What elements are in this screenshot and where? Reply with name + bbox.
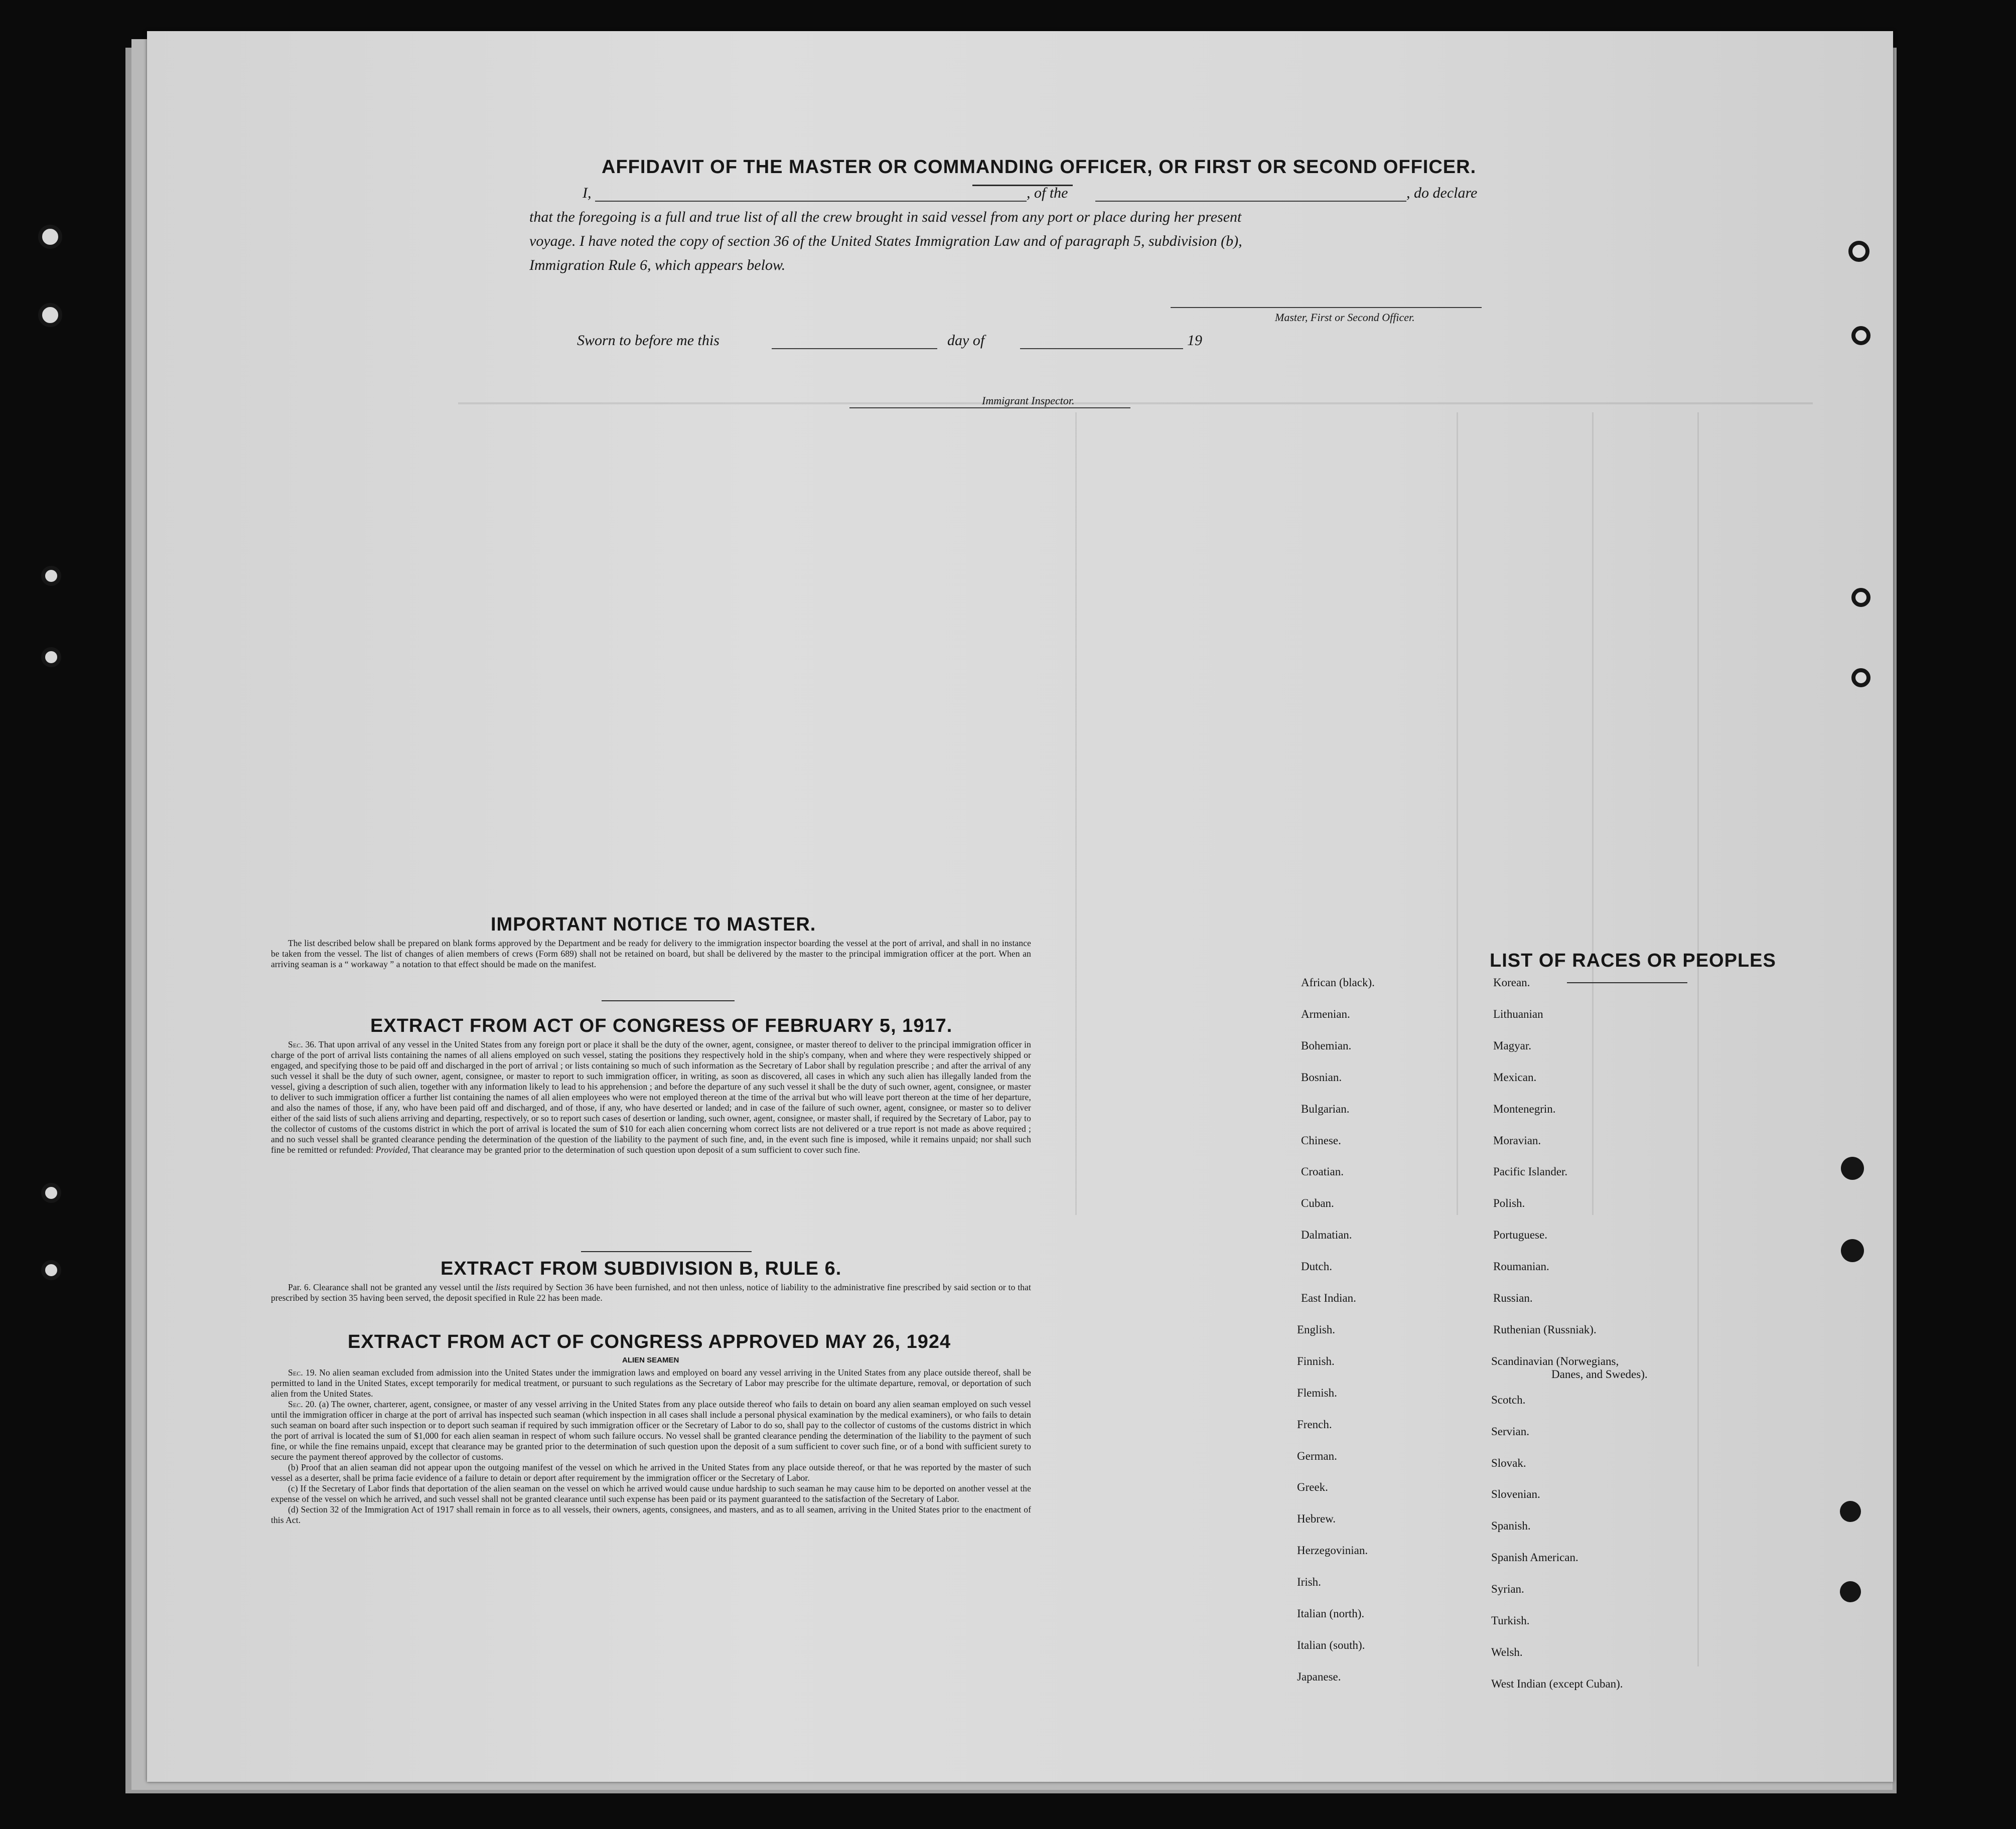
race-item: Servian. xyxy=(1491,1425,1530,1438)
notice-title: IMPORTANT NOTICE TO MASTER. xyxy=(491,914,816,935)
race-item: Montenegrin. xyxy=(1493,1102,1556,1115)
form-sheet xyxy=(147,31,1893,1782)
race-item: Scandinavian (Norwegians, xyxy=(1491,1354,1619,1367)
par-6-text-a: Clearance shall not be granted any vessel until the xyxy=(313,1282,494,1292)
sec-20a-body: (a) The owner, charterer, agent, consignee, or master of any vessel arriving in the United States from any place outside thereof who fails to detain on board any alien seaman employed on such vessel until the immigration officer in charge at the port of arrival has inspected such seaman (which inspection in all cases shall include a personal physical examination by the medical examiners), or who fails to detain such seaman on board after such inspection or to deport such seaman if required by such immigration officer or the Secretary of Labor to do so, shall pay to the collector of customs of the customs district in which the port of arrival is located the sum of $1,000 for each alien seaman in respect of whom such failure occurs. No vessel shall be granted clearance pending the determination of the liability to the payment of such fine, or while the fine remains unpaid, except that clearance may be granted prior to the determination of such question upon the deposit of a sum sufficient to cover such fine, or of a bond with sufficient surety to secure the payment thereof approved by the collector of customs. xyxy=(271,1399,1031,1462)
race-item: Finnish. xyxy=(1297,1354,1335,1367)
sworn-month-blank xyxy=(1020,348,1183,349)
extract-1924-title: EXTRACT FROM ACT OF CONGRESS APPROVED MAY 26, 1924 xyxy=(348,1331,951,1352)
race-item: Pacific Islander. xyxy=(1493,1165,1568,1178)
binder-hole-icon xyxy=(1841,1239,1864,1262)
binder-hole-icon xyxy=(1851,668,1870,687)
race-item: Spanish. xyxy=(1491,1519,1531,1533)
race-item: West Indian (except Cuban). xyxy=(1491,1677,1623,1690)
binder-hole-icon xyxy=(38,225,62,249)
race-item: Portuguese. xyxy=(1493,1229,1547,1242)
race-item: Ruthenian (Russniak). xyxy=(1493,1323,1597,1336)
inspector-caption: Immigrant Inspector. xyxy=(982,394,1075,407)
bleed-through-rule xyxy=(1075,412,1077,1215)
binder-hole-icon xyxy=(1851,588,1870,607)
race-item: Korean. xyxy=(1493,976,1530,989)
race-item: Magyar. xyxy=(1493,1039,1532,1052)
race-item: Greek. xyxy=(1297,1481,1328,1494)
race-item: Danes, and Swedes). xyxy=(1551,1367,1648,1381)
affidavit-line-4: Immigration Rule 6, which appears below. xyxy=(529,257,786,273)
race-item: Mexican. xyxy=(1493,1071,1537,1084)
race-item: East Indian. xyxy=(1301,1292,1356,1304)
par-6-text-b: required by Section 36 have been furnished, and not then unless, notice of liability to the administrative fine prescribed by said section or to that prescribed by section 35 having been served, the deposit specified in Rule 22 has been made. xyxy=(271,1282,1031,1303)
year-prefix: 19 xyxy=(1187,332,1202,349)
affidavit-of-the-label: , of the xyxy=(1027,185,1068,201)
race-item: English. xyxy=(1297,1323,1336,1336)
binder-hole-icon xyxy=(1848,241,1869,262)
race-item: Bosnian. xyxy=(1301,1071,1342,1084)
section-divider xyxy=(602,1000,735,1001)
race-item: Cuban. xyxy=(1301,1197,1334,1210)
race-item: Bulgarian. xyxy=(1301,1102,1350,1115)
affidavit-line-2: that the foregoing is a full and true list of all the crew brought in said vessel from any port or place during her present xyxy=(529,209,1242,225)
provided-word: Provided, xyxy=(375,1145,410,1155)
rule-6-text xyxy=(271,1282,1031,1303)
binder-hole-icon xyxy=(41,1260,61,1280)
race-item: Slovenian. xyxy=(1491,1488,1540,1501)
bleed-through-rule xyxy=(1697,412,1699,1666)
race-item: Dalmatian. xyxy=(1301,1229,1352,1242)
race-item: Armenian. xyxy=(1301,1007,1350,1020)
sec-20-label: Sec. 20. xyxy=(288,1399,317,1409)
race-item: Italian (south). xyxy=(1297,1638,1365,1651)
binder-hole-icon xyxy=(1841,1157,1864,1180)
race-item: Hebrew. xyxy=(1297,1512,1336,1526)
sec-36-body: That upon arrival of any vessel in the United States from any foreign port or place it shall be the duty of the owner, agent, consignee, or master thereof to deliver to the principal immigration officer in charge of the port of arrival lists containing the names of all aliens employed on such vessel, stating the positions they respectively hold in the ship's company, when and where they were respectively shipped or engaged, and specifying those to be paid off and discharged in the port of arrival ; or lists containing so much of such information as the Secretary of Labor shall by regulation prescribe ; and after the arrival of any such vessel it shall be the duty of such owner, agent, consignee, or master to report to such immigration officer, in writing, as soon as discovered, all cases in which any such alien has illegally landed from the vessel, giving a description of such alien, together with any information likely to lead to his apprehension ; and before the departure of any such vessel it shall be the duty of such owner, agent, consignee, or master to deliver to such immigration officer a further list containing the names of all alien employees who were not employed thereon at the time of the arrival but who will leave port thereon at the time of her departure, and also the names of those, if any, who have been paid off and discharged, and of those, if any, who have deserted or landed; and in case of the failure of such owner, agent, consignee, or master so to deliver either of the said lists of such aliens arriving and departing, respectively, or so to report such cases of desertion or landing, such owner, agent, consignee, or master shall, if required by the Secretary of Labor, pay to the collector of customs of the customs district in which the port of arrival is located the sum of $10 for each alien concerning whom correct lists are not delivered or a true report is not made as above required ; and no such vessel shall be granted clearance pending the determination of the question of the liability to the payment of such fine, and, in the event such fine is imposed, while it remains unpaid; nor shall such fine be remitted or refunded: xyxy=(271,1039,1031,1155)
vessel-name-blank xyxy=(1095,201,1406,202)
binder-hole-icon xyxy=(1851,326,1870,345)
race-item: Flemish. xyxy=(1297,1386,1337,1399)
race-item: Italian (north). xyxy=(1297,1607,1365,1620)
master-signature-caption: Master, First or Second Officer. xyxy=(1275,311,1415,324)
sec-19-body: No alien seaman excluded from admission into the United States under the immigration laws and employed on board any vessel arriving in the United States from any place outside thereof, shall be permitted to land in the United States, except temporarily for medical treatment, or pursuant to such regulations as the Secretary of Labor may prescribe for the ultimate departure, removal, or deportation of such alien from the United States. xyxy=(271,1367,1032,1399)
binder-hole-icon xyxy=(41,566,61,586)
race-item: Irish. xyxy=(1297,1576,1321,1589)
race-item: Lithuanian xyxy=(1493,1007,1543,1020)
sec-20d-body: (d) Section 32 of the Immigration Act of 1917 shall remain in force as to all vessels, their owners, agents, consignees, and masters, and as to all seamen, arriving in the United States prior to the enactment of this Act. xyxy=(271,1504,1031,1525)
rule-6-title: EXTRACT FROM SUBDIVISION B, RULE 6. xyxy=(441,1258,842,1279)
race-item: Chinese. xyxy=(1301,1134,1341,1147)
race-item: African (black). xyxy=(1301,976,1375,989)
extract-1917-title: EXTRACT FROM ACT OF CONGRESS OF FEBRUARY 5, 1917. xyxy=(370,1015,953,1036)
binder-hole-icon xyxy=(1840,1581,1861,1602)
race-item: Japanese. xyxy=(1297,1670,1341,1683)
race-item: Herzegovinian. xyxy=(1297,1544,1368,1557)
master-signature-blank xyxy=(1171,307,1482,308)
race-item: Syrian. xyxy=(1491,1583,1524,1596)
par-6-label: Par. 6. xyxy=(288,1282,311,1292)
sec-19-label: Sec. 19. xyxy=(288,1367,317,1378)
race-item: Scotch. xyxy=(1491,1393,1526,1406)
sec-36-end: That clearance may be granted prior to the determination of such question upon deposit of a sum sufficient to cover such fine. xyxy=(412,1145,860,1155)
bleed-through-rule xyxy=(1592,412,1594,1215)
extract-1917-text xyxy=(271,1039,1031,1155)
day-of-label: day of xyxy=(947,332,985,349)
binder-hole-icon xyxy=(41,647,61,667)
races-title: LIST OF RACES OR PEOPLES xyxy=(1490,950,1776,971)
race-item: Welsh. xyxy=(1491,1645,1523,1658)
extract-1924-text xyxy=(271,1367,1031,1526)
alien-seamen-subtitle: ALIEN SEAMEN xyxy=(622,1356,679,1364)
notice-paragraph: The list described below shall be prepared on blank forms approved by the Department and be ready for delivery to the immigration inspector boarding the vessel at the port of arrival, and shall in no instance be taken from the vessel. The list of changes of alien members of crews (Form 689) shall not be retained on board, but shall be delivered by the master to the principal immigration officer at the port. When an arriving seaman is a “ workaway ” a notation to that effect should be made on the manifest. xyxy=(271,938,1031,969)
lists-word: lists xyxy=(495,1282,510,1292)
race-item: Russian. xyxy=(1493,1292,1533,1304)
sec-20b-body: (b) Proof that an alien seaman did not appear upon the outgoing manifest of the vessel on which he arrived in the United States from any place outside thereof, or that he was reported by the master of such vessel as a deserter, shall be prima facie evidence of a failure to detain or deport after requirement by the immigration officer or the Secretary of Labor. xyxy=(271,1462,1031,1483)
race-item: Slovak. xyxy=(1491,1456,1526,1469)
officer-name-blank xyxy=(595,201,1027,202)
sec-20c-body: (c) If the Secretary of Labor finds that deportation of the alien seaman on the vessel on which he arrived would cause undue hardship to such seaman he may cause him to be deported on another vessel at the expense of the vessel on which he arrived, and such vessel shall not be granted clearance until such expense has been paid or its payment guaranteed to the satisfaction of the Secretary of Labor. xyxy=(271,1483,1031,1504)
binder-hole-icon xyxy=(41,1183,61,1203)
binder-hole-icon xyxy=(1840,1501,1861,1522)
race-item: Polish. xyxy=(1493,1197,1525,1210)
race-item: Turkish. xyxy=(1491,1614,1530,1627)
section-divider xyxy=(581,1251,752,1252)
race-item: French. xyxy=(1297,1418,1332,1431)
bleed-through-rule xyxy=(458,402,1813,404)
sworn-day-blank xyxy=(772,348,937,349)
race-item: Moravian. xyxy=(1493,1134,1541,1147)
race-item: Dutch. xyxy=(1301,1260,1332,1273)
bleed-through-rule xyxy=(1457,412,1458,1215)
race-item: Croatian. xyxy=(1301,1165,1344,1178)
affidavit-declare-label: , do declare xyxy=(1406,185,1478,201)
race-item: Spanish American. xyxy=(1491,1551,1578,1564)
race-item: Roumanian. xyxy=(1493,1260,1549,1273)
affidavit-line-3: voyage. I have noted the copy of section 36 of the United States Immigration Law and of paragraph 5, subdivision (b), xyxy=(529,233,1242,249)
races-title-underline xyxy=(1567,982,1687,983)
affidavit-title: AFFIDAVIT OF THE MASTER OR COMMANDING OFFICER, OR FIRST OR SECOND OFFICER. xyxy=(602,157,1477,178)
affidavit-i-label: I, xyxy=(583,185,592,201)
sworn-label: Sworn to before me this xyxy=(577,332,719,349)
binder-hole-icon xyxy=(38,303,62,327)
sec-36-label: Sec. 36. xyxy=(288,1039,317,1049)
race-item: German. xyxy=(1297,1449,1337,1462)
inspector-signature-blank xyxy=(849,407,1130,408)
race-item: Bohemian. xyxy=(1301,1039,1352,1052)
notice-text xyxy=(271,938,1031,970)
